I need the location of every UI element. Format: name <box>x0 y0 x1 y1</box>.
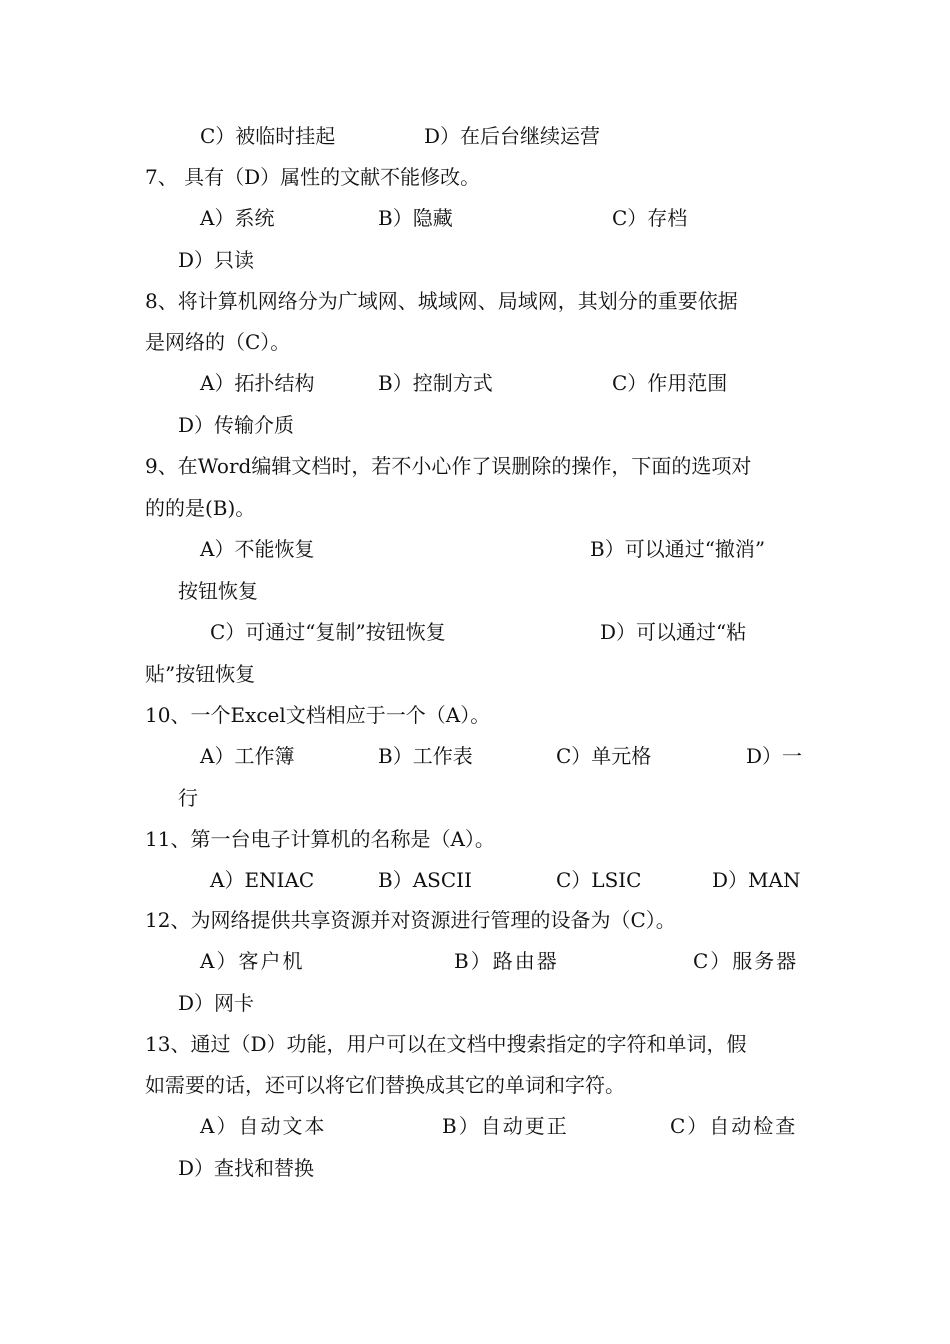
q8-question-line2: 是网络的（C）。 <box>145 330 291 354</box>
q11-option-b: B）ASCII <box>378 868 472 892</box>
q7-option-b: B）隐藏 <box>378 206 453 230</box>
q8-option-b: B）控制方式 <box>378 371 493 395</box>
q6-option-c: C）被临时挂起 <box>200 124 336 148</box>
q13-option-b: B）自动更正 <box>442 1114 569 1138</box>
q8-option-d: D）传输介质 <box>178 413 295 437</box>
q8-option-c: C）作用范围 <box>612 371 728 395</box>
q12-option-b: B）路由器 <box>454 949 559 973</box>
q11-question: 11、第一台电子计算机的名称是（A）。 <box>145 827 495 851</box>
q10-option-b: B）工作表 <box>378 744 473 768</box>
q9-question-line2: 的的是(B)。 <box>145 496 256 520</box>
q10-option-d-line2: 行 <box>178 786 198 810</box>
q11-option-d: D）MAN <box>712 868 801 892</box>
q9-question-line1: 9、在Word编辑文档时，若不小心作了误删除的操作，下面的选项对 <box>145 454 752 478</box>
q9-option-b-line2: 按钮恢复 <box>178 579 258 603</box>
q7-question: 7、 具有（D）属性的文献不能修改。 <box>145 165 481 189</box>
q13-question-line2: 如需要的话，还可以将它们替换成其它的单词和字符。 <box>145 1073 625 1097</box>
q13-option-d: D）查找和替换 <box>178 1156 315 1180</box>
q11-option-c: C）LSIC <box>556 868 642 892</box>
q10-option-a: A）工作簿 <box>200 744 295 768</box>
q13-option-c: C）自动检查 <box>670 1114 798 1138</box>
q13-option-a: A）自动文本 <box>200 1114 327 1138</box>
q9-option-b-line1: B）可以通过“撤消” <box>590 537 766 561</box>
q11-option-a: A）ENIAC <box>210 868 315 892</box>
q9-option-c: C）可通过“复制”按钮恢复 <box>210 620 446 644</box>
q10-question: 10、一个Excel文档相应于一个（A）。 <box>145 703 491 727</box>
q9-option-d-line1: D）可以通过“粘 <box>600 620 747 644</box>
q12-option-d: D）网卡 <box>178 991 255 1015</box>
q9-option-d-line2: 贴”按钮恢复 <box>145 662 256 686</box>
q7-option-c: C）存档 <box>612 206 688 230</box>
q8-question-line1: 8、将计算机网络分为广域网、城域网、局域网，其划分的重要依据 <box>145 289 738 313</box>
q7-option-d: D）只读 <box>178 248 255 272</box>
q12-option-c: C）服务器 <box>693 949 799 973</box>
q7-option-a: A）系统 <box>200 206 275 230</box>
q10-option-d-line1: D）一 <box>746 744 803 768</box>
q9-option-a: A）不能恢复 <box>200 537 315 561</box>
q10-option-c: C）单元格 <box>556 744 652 768</box>
q12-question: 12、为网络提供共享资源并对资源进行管理的设备为（C）。 <box>145 908 676 932</box>
q13-question-line1: 13、通过（D）功能，用户可以在文档中搜索指定的字符和单词，假 <box>145 1032 747 1056</box>
q8-option-a: A）拓扑结构 <box>200 371 315 395</box>
q6-option-d: D）在后台继续运营 <box>424 124 601 148</box>
q12-option-a: A）客户机 <box>200 949 305 973</box>
